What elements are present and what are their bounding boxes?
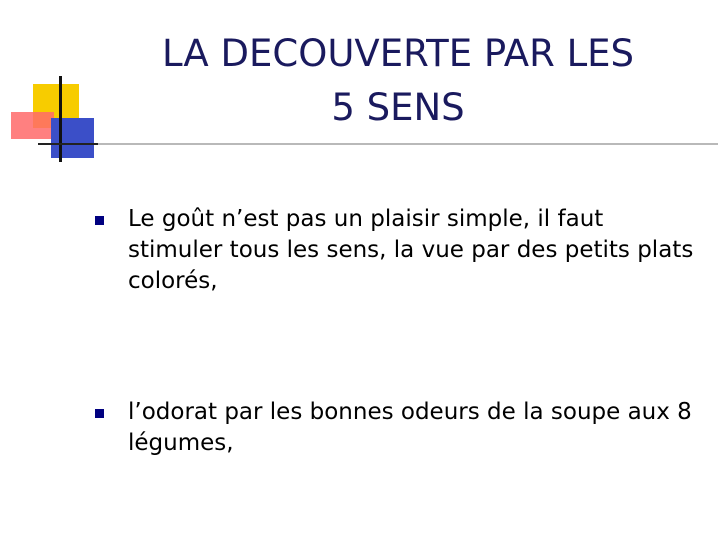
bullet-item bbox=[92, 397, 702, 459]
bullet-text: Le goût n’est pas un plaisir simple, il faut stimuler tous les sens, la vue par des petits plats colorés, bbox=[128, 206, 694, 294]
red-square-decoration bbox=[11, 112, 54, 139]
slide-title-line-1: LA DECOUVERTE PAR LES bbox=[161, 32, 635, 75]
bullet-text: l’odorat par les bonnes odeurs de la soupe aux 8 légumes, bbox=[128, 399, 692, 456]
title-underline bbox=[38, 143, 718, 145]
square-bullet-icon bbox=[95, 409, 104, 418]
slide-title-line-2: 5 SENS bbox=[331, 86, 465, 129]
square-bullet-icon bbox=[95, 216, 104, 225]
bullet-list bbox=[92, 204, 702, 459]
bullet-item bbox=[92, 204, 702, 297]
title-underline-accent bbox=[38, 143, 98, 145]
slide-title bbox=[118, 27, 678, 135]
blue-square-decoration bbox=[51, 118, 94, 158]
vertical-line-decoration bbox=[59, 76, 62, 162]
